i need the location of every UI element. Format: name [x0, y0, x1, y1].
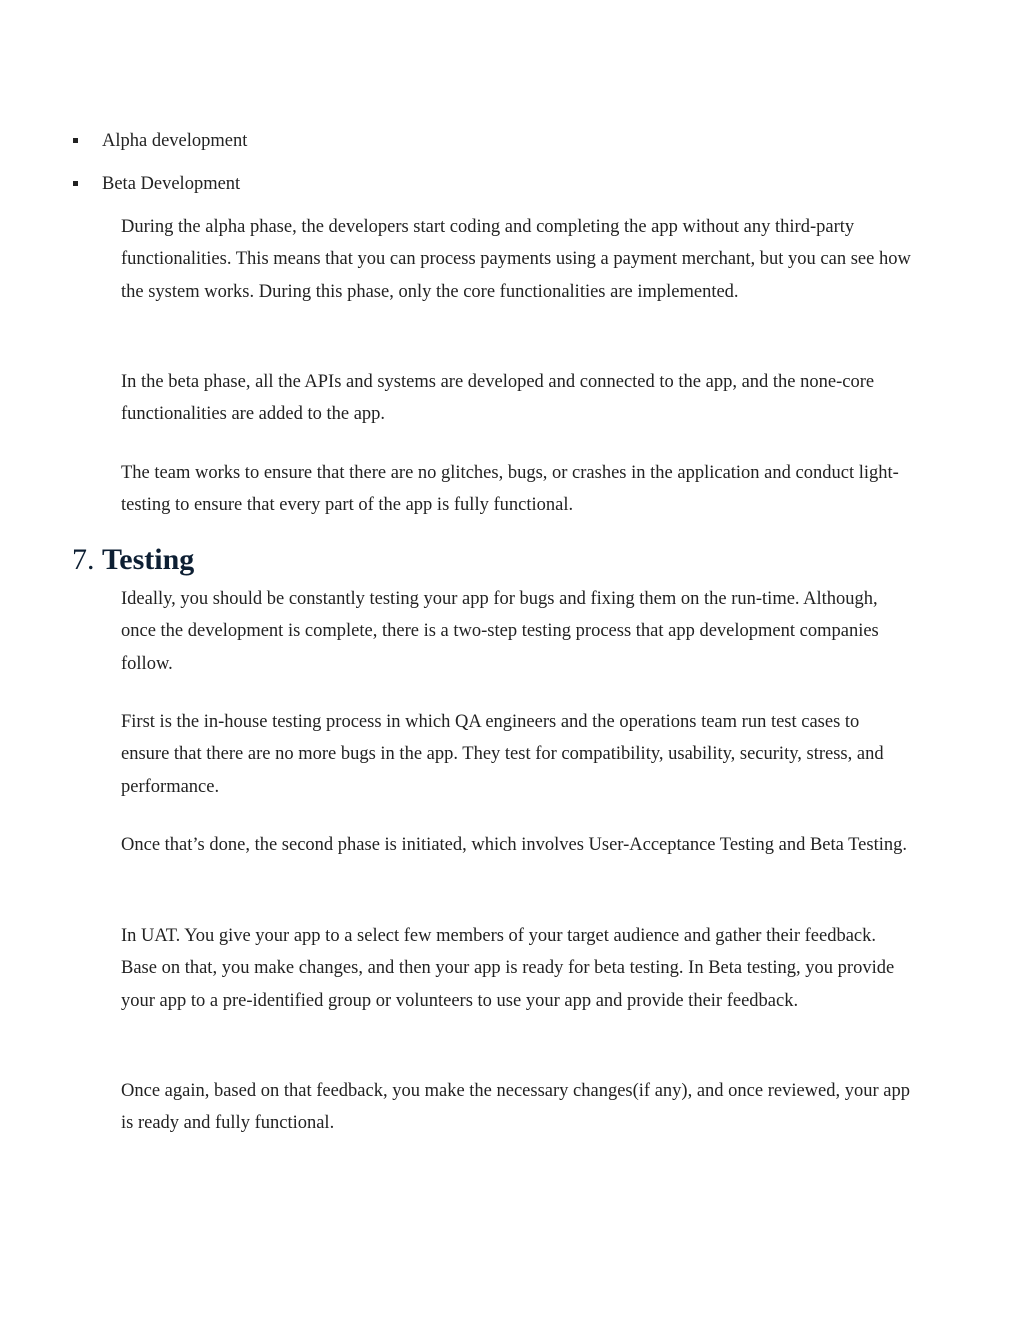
- phase-bullet-list: [72, 126, 247, 212]
- paragraph-team-works: The team works to ensure that there are no glitches, bugs, or crashes in the application and conduct light-testing to ensure that every part of the app is fully functional.: [121, 463, 899, 516]
- section-title: Testing: [102, 543, 195, 576]
- square-bullet-icon: [73, 138, 78, 143]
- paragraph-beta-phase: In the beta phase, all the APIs and systems are developed and connected to the app, and the none-core functionalities are added to the app.: [121, 372, 875, 425]
- bullet-item-beta: [72, 169, 247, 212]
- paragraph-ideally: Ideally, you should be constantly testing your app for bugs and fixing them on the run-time. Although, once the development is complete, there is a two-step testing process that app development companies follow.: [121, 589, 879, 674]
- square-bullet-icon: [73, 181, 78, 186]
- bullet-text: Alpha development: [102, 131, 248, 151]
- section-number: 7.: [72, 543, 95, 576]
- paragraph-uat: In UAT. You give your app to a select few members of your target audience and gather their feedback. Base on that, you make changes, and then your app is ready for beta testing. In Beta testing, you provide your app to a pre-identified group or volunteers to use your app and provide their feedback.: [121, 926, 895, 1011]
- bullet-item-alpha: [72, 126, 247, 169]
- bullet-text: Beta Development: [102, 174, 241, 194]
- section-heading-testing: [72, 540, 194, 580]
- paragraph-once-again: Once again, based on that feedback, you make the necessary changes(if any), and once reviewed, your app is ready and fully functional.: [121, 1081, 910, 1134]
- paragraph-second-phase: Once that’s done, the second phase is initiated, which involves User-Acceptance Testing and Beta Testing.: [121, 835, 907, 855]
- paragraph-in-house-testing: First is the in-house testing process in which QA engineers and the operations team run test cases to ensure that there are no more bugs in the app. They test for compatibility, usability, security, stress, and performance.: [121, 712, 884, 797]
- paragraph-alpha-phase: During the alpha phase, the developers start coding and completing the app without any third-party functionalities. This means that you can process payments using a payment merchant, but you can see how the system works. During this phase, only the core functionalities are implemented.: [121, 217, 911, 302]
